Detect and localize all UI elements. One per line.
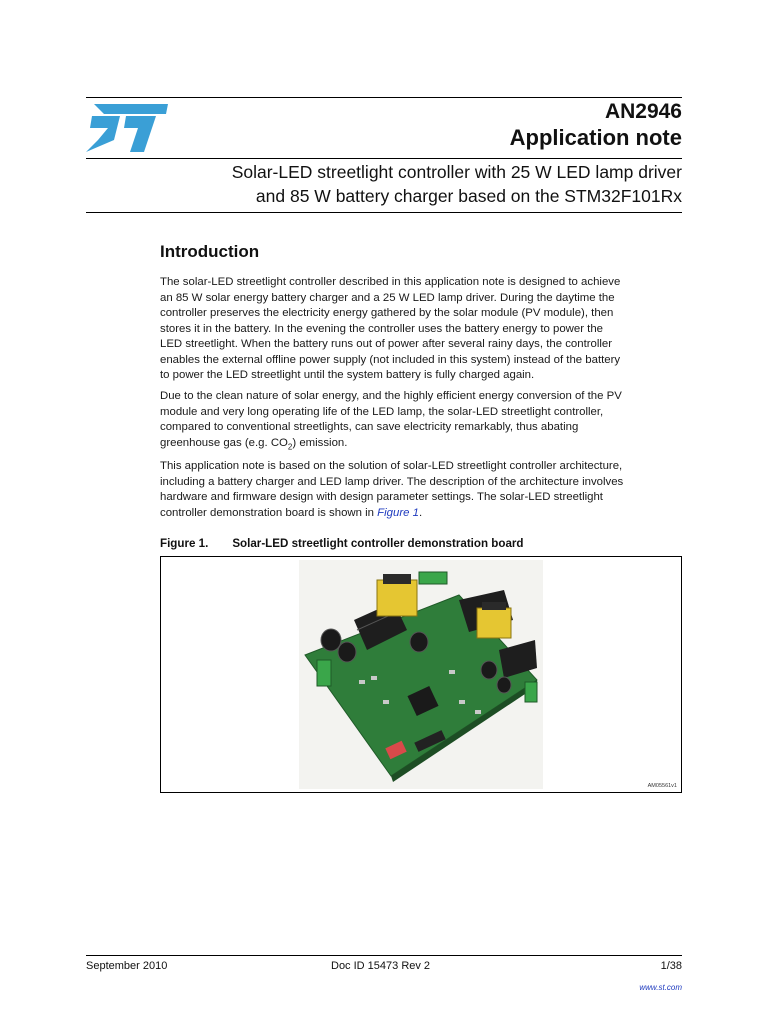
intro-paragraph-3 [160,459,684,521]
document-id: AN2946 [604,100,682,123]
section-heading: Introduction [160,242,260,261]
figure-caption-text: Solar-LED streetlight controller demonstration board [232,537,524,550]
figure-caption [160,537,524,550]
text-segment: greenhouse gas (e.g. CO [160,436,288,449]
figure-1-link[interactable]: Figure 1 [377,506,419,519]
text-segment: controller demonstration board is shown in [160,506,378,519]
footer-url-link[interactable]: www.st.com [639,983,682,992]
paragraph-line [160,436,684,455]
footer-date: September 2010 [86,960,168,972]
paragraph-line: including a battery charger and LED lamp driver. The description of the architecture involves [160,475,624,488]
document-type: Application note [509,125,682,150]
paragraph-line: module and very long operating life of the LED lamp, the solar-LED streetlight controller, [160,405,604,418]
intro-paragraph-2 [160,389,684,454]
header-top-rule [86,97,682,98]
paragraph-line: to power the LED streetlight until the system battery is fully charged again. [160,369,535,381]
text-segment: . [418,506,423,519]
paragraph-line: enables the external offline power supply (not included in this system) instead of the battery [160,353,621,366]
footer-rule [86,955,682,956]
text-segment: ) emission. [292,436,348,449]
demonstration-board-image [299,560,543,789]
document-title-line-2: and 85 W battery charger based on the STM32F101Rx [255,186,682,206]
subscript: 2 [287,441,293,451]
paragraph-line: compared to conventional streetlights, can save electricity remarkably, thus abating [160,421,579,433]
paragraph-line: Due to the clean nature of solar energy, and the highly efficient energy conversion of the PV [160,390,622,402]
st-logo [86,100,170,156]
paragraph-line: This application note is based on the solution of solar-LED streetlight controller architecture, [160,460,623,472]
footer-doc-rev: Doc ID 15473 Rev 2 [331,960,431,972]
figure-number: Figure 1. [160,537,209,550]
footer-page-number: 1/38 [660,960,682,972]
header-middle-rule [86,158,682,159]
paragraph-line: stores it in the battery. In the evening the controller uses the battery energy to power the [160,322,604,335]
paragraph-line: an 85 W solar energy battery charger and a 25 W LED lamp driver. During the daytime the [160,291,615,304]
document-title-line-1: Solar-LED streetlight controller with 25 W LED lamp driver [231,162,682,182]
figure-reference-code: AM05561v1 [647,783,677,789]
paragraph-line: LED streetlight. When the battery runs out of power after several rainy days, the controller [160,338,613,350]
figure-frame [160,556,682,793]
header-bottom-rule [86,212,682,213]
paragraph-line: hardware and firmware design with design parameter settings. The solar-LED streetlight [160,491,603,503]
paragraph-line [160,506,684,522]
intro-paragraph-1 [160,275,684,384]
paragraph-line: controller preserves the electricity energy gathered by the solar module (PV module), then [160,307,614,319]
paragraph-line: The solar-LED streetlight controller described in this application note is designed to achieve [160,276,621,288]
